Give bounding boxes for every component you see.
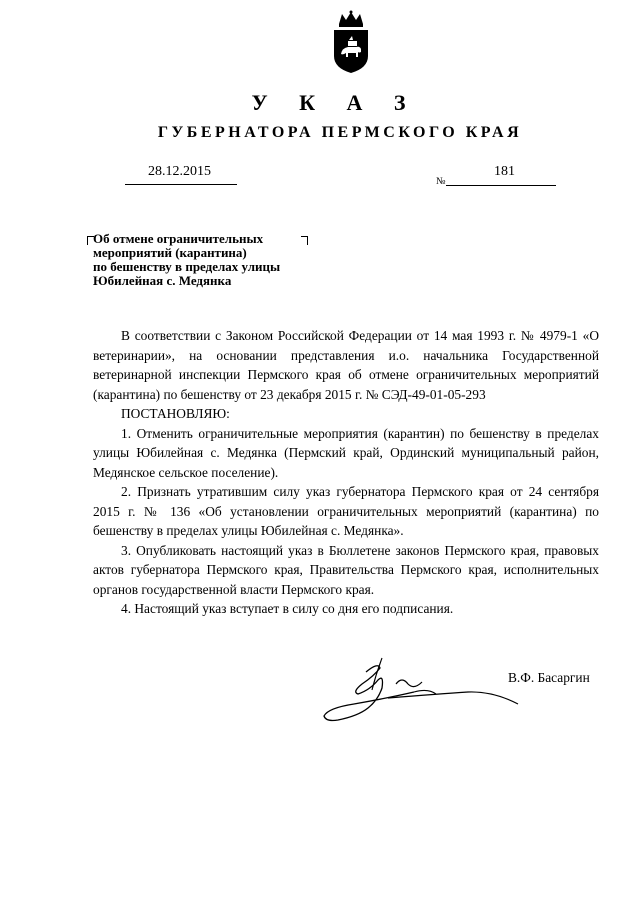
decree-item: 3. Опубликовать настоящий указ в Бюллетене законов Пермского края, правовых актов губернатора Пермского края, Правительства Пермского края, исполнительных органов государственной власти Пермского края. [93,542,599,597]
subject-line: мероприятий (карантина) [93,245,247,260]
signatory-name: В.Ф. Басаргин [508,670,590,685]
decree-item: 2. Признать утратившим силу указ губернатора Пермского края от 24 сентября 2015 г. № 136 «Об установлении ограничительных мероприятий (карантина) по бешенству в пределах улицы Юбилейная с. Медянка». [93,484,599,538]
coat-of-arms-icon [330,10,372,74]
decree-item: 4. Настоящий указ вступает в силу со дня его подписания. [121,601,454,616]
decree-number: 181 [494,164,515,179]
subject-line: Юбилейная с. Медянка [93,273,232,288]
decree-word: ПОСТАНОВЛЯЮ: [121,406,230,421]
subject-line: по бешенству в пределах улицы [93,259,281,274]
issuer-title: ГУБЕРНАТОРА ПЕРМСКОГО КРАЯ [157,124,523,141]
subject-line: Об отмене ограничительных [93,231,264,246]
number-label: № [436,176,446,187]
decree-date: 28.12.2015 [148,164,211,179]
document-type-title: У К А З [251,90,419,115]
date-underline [125,184,237,185]
preamble-paragraph: В соответствии с Законом Российской Федерации от 14 мая 1993 г. № 4979-1 «О ветеринарии», на основании представления и.о. начальника Государственной ветеринарной инспекции Пермского края об отмене ограничительных мероприятий (карантина) по бешенству от 23 декабря 2015 г. № СЭД-49-01-05-293 [93,328,599,402]
number-underline [446,185,556,186]
decree-body [93,326,599,619]
handwritten-signature [318,654,528,734]
decree-subject [93,232,333,288]
decree-item: 1. Отменить ограничительные мероприятия (карантин) по бешенству в пределах улицы Юбилейная с. Медянка (Пермский край, Ординский муниципальный район, Медянское сельское поселение). [93,425,599,480]
